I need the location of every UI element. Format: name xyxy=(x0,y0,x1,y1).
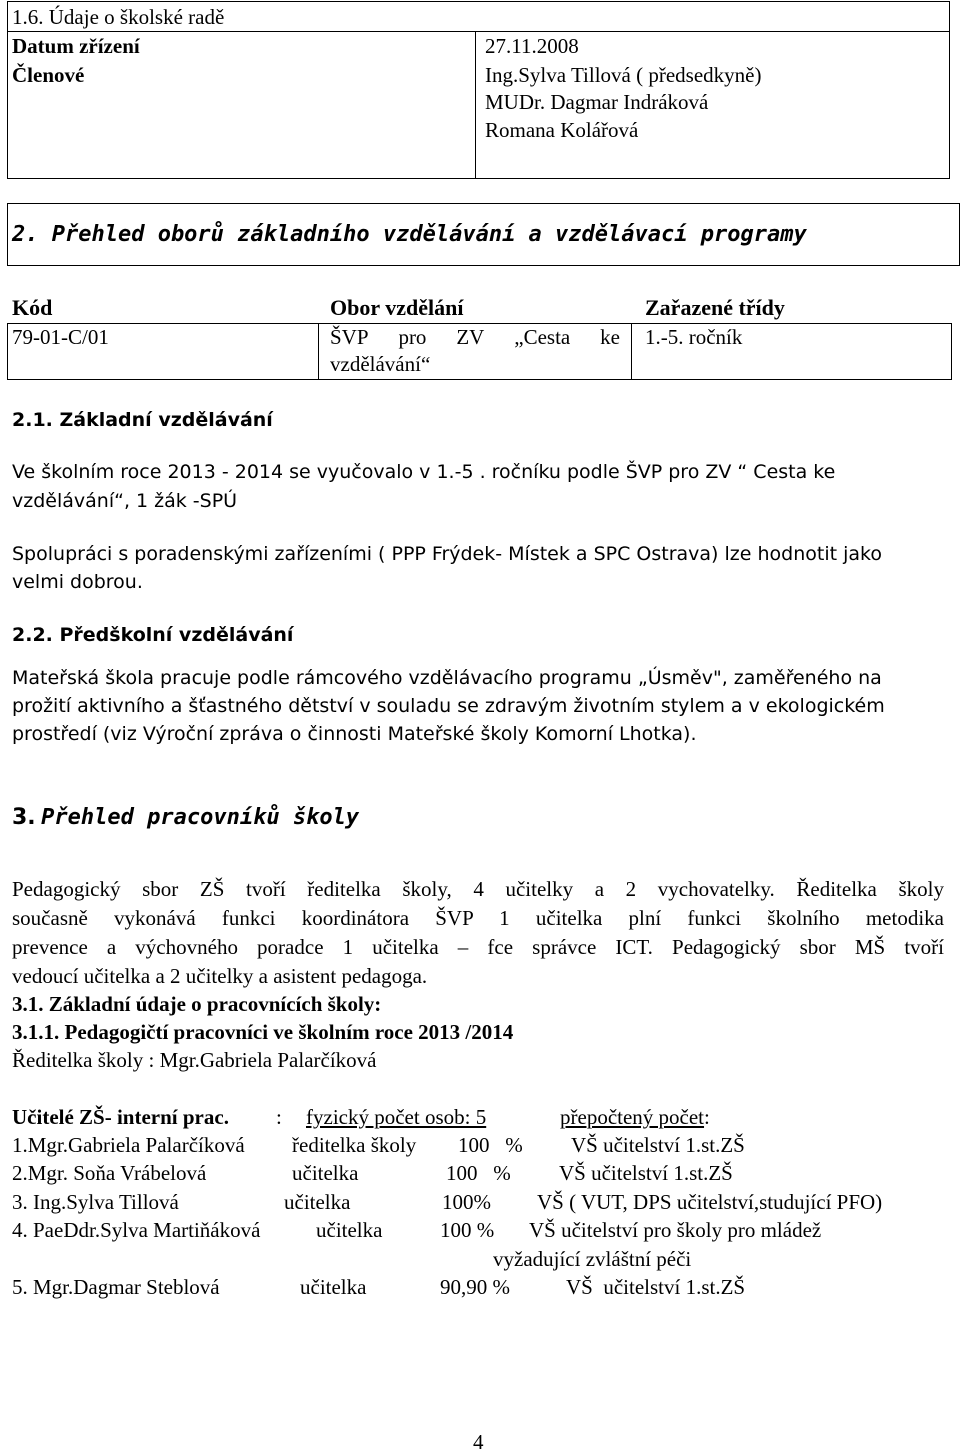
section3-heading-number: 3. xyxy=(12,805,36,830)
program-name-line1 xyxy=(330,324,620,350)
teachers-label: Učitelé ZŠ- interní prac. xyxy=(12,1105,229,1129)
section3-para-line3: prevence a výchovného poradce 1 učitelka – fce správce ICT. Pedagogický sbor MŠ tvoří xyxy=(12,935,944,959)
page-number: 4 xyxy=(473,1430,484,1454)
section3-para-line1: Pedagogický sbor ZŠ tvoří ředitelka školy, 4 učitelky a 2 vychovatelky. Ředitelka školy xyxy=(12,877,944,901)
program-word: pro xyxy=(398,325,427,349)
teacher-1-load: 100 % xyxy=(458,1133,523,1157)
section3-para-line2: současně vykonává funkci koordinátora ŠVP 1 učitelka plní funkci školního metodika xyxy=(12,906,944,930)
physical-count-label: fyzický počet osob: 5 xyxy=(306,1105,487,1129)
section-2-2-line1: Mateřská škola pracuje podle rámcového vzdělávacího programu „Úsměv", zaměřeného na xyxy=(12,667,882,689)
members-label: Členové xyxy=(12,63,85,87)
section-2-1-para1-line2: vzdělávání“, 1 žák -SPÚ xyxy=(12,490,238,512)
teacher-5-qualification: VŠ učitelství 1.st.ZŠ xyxy=(566,1275,746,1299)
fte-label-text: přepočtený počet xyxy=(560,1105,705,1129)
section-2-1-para2-line2: velmi dobrou. xyxy=(12,571,143,593)
founded-value: 27.11.2008 xyxy=(485,34,579,58)
teacher-4-load: 100 % xyxy=(440,1218,495,1242)
teacher-5-name: 5. Mgr.Dagmar Steblová xyxy=(12,1275,220,1299)
teacher-4-name: 4. PaeDdr.Sylva Martiňáková xyxy=(12,1218,261,1242)
program-word: ZV xyxy=(456,325,485,349)
teacher-2-load: 100 % xyxy=(446,1161,511,1185)
teacher-4-qualification: VŠ učitelství pro školy pro mládež xyxy=(529,1218,822,1242)
section-3-1-1-heading: 3.1.1. Pedagogičtí pracovníci ve školním roce 2013 /2014 xyxy=(12,1020,514,1044)
fte-colon: : xyxy=(704,1105,710,1129)
member-1: Ing.Sylva Tillová ( předsedkyně) xyxy=(485,63,762,87)
teacher-2-qualification: VŠ učitelství 1.st.ZŠ xyxy=(559,1161,733,1185)
teacher-3-qualification: VŠ ( VUT, DPS učitelství,studující PFO) xyxy=(537,1190,883,1214)
teacher-5-load: 90,90 % xyxy=(440,1275,510,1299)
program-word: ke xyxy=(600,325,620,349)
section-2-1-heading: 2.1. Základní vzdělávání xyxy=(12,409,273,431)
table-divider xyxy=(8,31,949,32)
teacher-3-load: 100% xyxy=(442,1190,491,1214)
founded-label: Datum zřízení xyxy=(12,34,140,58)
teacher-4-role: učitelka xyxy=(316,1218,383,1242)
section-2-1-para2-line1: Spolupráci s poradenskými zařízeními ( PPP Frýdek- Místek a SPC Ostrava) lze hodnotit jako xyxy=(12,543,882,565)
teacher-1-qualification: VŠ učitelství 1.st.ZŠ xyxy=(571,1133,745,1157)
section3-heading xyxy=(12,802,359,833)
column-header-code: Kód xyxy=(12,295,53,320)
section-2-2-line2: prožití aktivního a šťastného dětství v souladu se zdravým životním stylem a v ekologickém xyxy=(12,695,885,717)
section-2-1-para1-line1: Ve školním roce 2013 - 2014 se vyučovalo v 1.-5 . ročníku podle ŠVP pro ZV “ Cesta ke xyxy=(12,461,836,483)
teacher-4-qualification-cont: vyžadující zvláštní péči xyxy=(493,1247,692,1271)
teacher-3-role: učitelka xyxy=(284,1190,351,1214)
director-line: Ředitelka školy : Mgr.Gabriela Palarčíková xyxy=(12,1048,377,1072)
section3-paragraph xyxy=(12,875,944,991)
table-column-divider xyxy=(631,324,632,379)
section3-heading-text: Přehled pracovníků školy xyxy=(41,805,360,830)
fte-label xyxy=(560,1103,710,1131)
teacher-5-role: učitelka xyxy=(300,1275,367,1299)
program-name-line2: vzdělávání“ xyxy=(330,352,431,376)
school-board-heading: 1.6. Údaje o školské radě xyxy=(12,5,225,29)
section3-para-line4: vedoucí učitelka a 2 učitelky a asistent pedagoga. xyxy=(12,964,428,988)
table-column-divider xyxy=(475,32,476,178)
teacher-3-name: 3. Ing.Sylva Tillová xyxy=(12,1190,179,1214)
teachers-colon: : xyxy=(276,1105,282,1129)
program-code: 79-01-C/01 xyxy=(12,325,109,349)
section-2-2-heading: 2.2. Předškolní vzdělávání xyxy=(12,624,294,646)
teacher-2-role: učitelka xyxy=(292,1161,359,1185)
member-3: Romana Kolářová xyxy=(485,118,639,142)
teacher-1-role: ředitelka školy xyxy=(292,1133,417,1157)
program-classes: 1.-5. ročník xyxy=(645,325,743,349)
member-2: MUDr. Dagmar Indráková xyxy=(485,90,709,114)
teacher-2-name: 2.Mgr. Soňa Vrábelová xyxy=(12,1161,207,1185)
section-2-2-line3: prostředí (viz Výroční zpráva o činnosti Mateřské školy Komorní Lhotka). xyxy=(12,723,697,745)
program-word: ŠVP xyxy=(330,325,369,349)
table-column-divider xyxy=(318,324,319,379)
program-word: „Cesta xyxy=(514,325,571,349)
teacher-1-name: 1.Mgr.Gabriela Palarčíková xyxy=(12,1133,245,1157)
column-header-program: Obor vzdělání xyxy=(330,295,464,320)
column-header-classes: Zařazené třídy xyxy=(645,295,785,320)
section2-heading: 2. Přehled oborů základního vzdělávání a vzdělávací programy xyxy=(12,222,807,247)
section-3-1-heading: 3.1. Základní údaje o pracovnících školy: xyxy=(12,992,382,1016)
